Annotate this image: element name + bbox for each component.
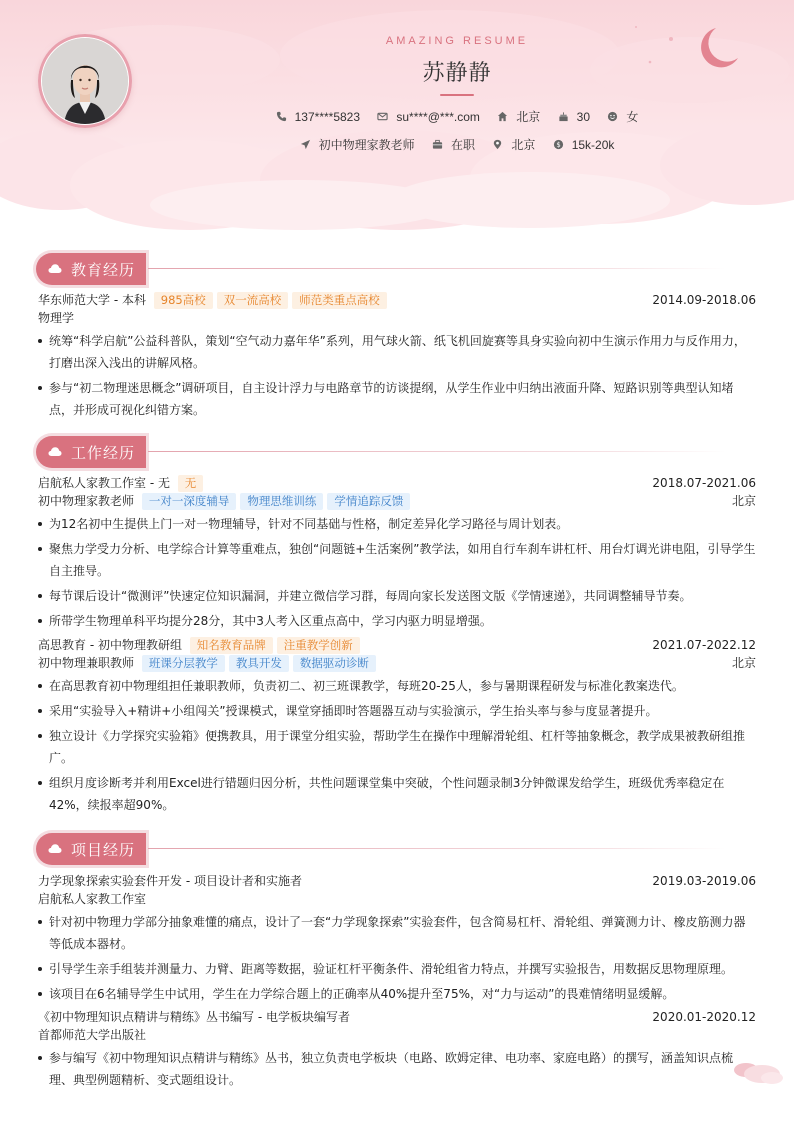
role-tag: 一对一深度辅导 [142, 493, 237, 510]
entry-header [38, 872, 756, 890]
cloud-icon [48, 843, 62, 854]
bullet-item: 独立设计《力学探究实验箱》便携教具，用于课堂分组实验，帮助学生在操作中理解滑轮组、杠杆等抽象概念，教学成果被教研组推广。 [38, 725, 756, 769]
bullet-item: 每节课后设计“微测评”快速定位知识漏洞，并建立微信学习群，每周向家长发送图文版《学情速递》，共同调整辅导节奏。 [38, 585, 756, 607]
role-name: 初中物理家教老师 [38, 494, 135, 508]
section-divider [148, 268, 726, 269]
bullet-item: 针对初中物理力学部分抽象难懂的痛点，设计了一套“力学现象探索”实验套件，包含简易杠杆、滑轮组、弹簧测力计、橡皮筋测力器等低成本器材。 [38, 911, 756, 955]
entry-header [38, 636, 756, 654]
status-value: 在职 [450, 138, 475, 152]
bullet-list [38, 1047, 756, 1091]
entry-header [38, 291, 756, 309]
resume-tagline: AMAZING RESUME [385, 35, 529, 47]
education-entry [38, 291, 756, 421]
bullet-item: 所带学生物理单科平均提分28分，其中3人考入区重点高中，学习内驱力明显增强。 [38, 610, 756, 632]
bullet-list [38, 513, 756, 632]
role-line [38, 492, 756, 510]
section-label: 工作经历 [71, 444, 136, 462]
role-tag: 班课分层教学 [142, 655, 225, 672]
section-pill [36, 253, 146, 285]
role-name: 初中物理兼职教师 [38, 656, 135, 670]
city-item [497, 108, 540, 125]
bullet-item: 组织月度诊断考并利用Excel进行错题归因分析，共性问题课堂集中突破，个性问题录制3分钟微课发给学生，班级优秀率稳定在42%，续报率超90%。 [38, 772, 756, 816]
role-line [38, 654, 756, 672]
send-icon [300, 139, 311, 150]
entry-date: 2020.01-2020.12 [652, 1010, 756, 1024]
cloud-icon [48, 263, 62, 274]
contact-row [0, 108, 794, 125]
bullet-list [38, 911, 756, 1005]
salary-item [553, 138, 615, 152]
school-name: 华东师范大学 - 本科 [38, 293, 146, 307]
org-line [38, 890, 756, 908]
mail-icon [377, 111, 388, 122]
work-entry [38, 474, 756, 632]
svg-text:$: $ [556, 140, 561, 149]
bullet-item: 参与编写《初中物理知识点精讲与精练》丛书，独立负责电学板块（电路、欧姆定律、电功率、家庭电路）的撰写，涵盖知识点梳理、典型例题精析、变式题组设计。 [38, 1047, 756, 1091]
company-tag: 知名教育品牌 [190, 637, 273, 654]
work-entry [38, 636, 756, 816]
gender-item [607, 108, 638, 125]
bullet-list [38, 330, 756, 421]
role-tag: 数据驱动诊断 [293, 655, 376, 672]
role-tag: 学情追踪反馈 [327, 493, 410, 510]
bullet-item: 统筹“科学启航”公益科普队，策划“空气动力嘉年华”系列，用气球火箭、纸飞机回旋赛等具身实验向初中生演示作用力与反作用力，打磨出深入浅出的讲解风格。 [38, 330, 756, 374]
project-org: 启航私人家教工作室 [38, 892, 147, 906]
entry-header [38, 1008, 756, 1026]
bullet-item: 参与“初二物理迷思概念”调研项目，自主设计浮力与电路章节的访谈提纲，从学生作业中归纳出液面升降、短路识别等典型认知堵点，并形成可视化纠错方案。 [38, 377, 756, 421]
section-pill [36, 436, 146, 468]
decorative-cloud-icon [728, 1058, 784, 1086]
phone-item [276, 110, 360, 124]
bullet-item: 为12名初中生提供上门一对一物理辅导，针对不同基础与性格，制定差异化学习路径与周计划表。 [38, 513, 756, 535]
target-city-item [492, 136, 535, 153]
company-name: 高思教育 - 初中物理教研组 [38, 638, 182, 652]
gender-value: 女 [626, 110, 639, 124]
entry-location: 北京 [731, 494, 756, 508]
phone-icon [276, 111, 287, 122]
bullet-item: 采用“实验导入+精讲+小组闯关”授课模式，课堂穿插即时答题器互动与实验演示，学生抬头率与参与度显著提升。 [38, 700, 756, 722]
email-item [377, 110, 480, 124]
salary-value: 15k-20k [571, 137, 615, 152]
section-divider [148, 451, 726, 452]
location-pin-icon [492, 139, 503, 150]
section-divider [148, 848, 726, 849]
entry-date: 2019.03-2019.06 [652, 874, 756, 888]
entry-location: 北京 [731, 656, 756, 670]
major-line [38, 309, 756, 327]
school-tag: 985高校 [154, 292, 213, 309]
phone-value: 137****5823 [294, 109, 361, 124]
cake-icon [558, 111, 569, 122]
project-entry [38, 1008, 756, 1091]
city-value: 北京 [516, 110, 541, 124]
section-pill [36, 833, 146, 865]
project-name: 《初中物理知识点精讲与精练》丛书编写 - 电学板块编写者 [38, 1010, 350, 1024]
project-org: 首都师范大学出版社 [38, 1028, 147, 1042]
home-icon [497, 111, 508, 122]
email-value: su****@***.com [396, 109, 480, 124]
age-value: 30 [576, 109, 590, 124]
target-role-item [300, 136, 415, 153]
name-underline [440, 94, 474, 96]
age-item [558, 110, 590, 124]
project-entry [38, 872, 756, 1005]
bullet-list [38, 675, 756, 816]
bullet-item: 引导学生亲手组装并测量力、力臂、距离等数据，验证杠杆平衡条件、滑轮组省力特点，并撰写实验报告，用数据反思物理原理。 [38, 958, 756, 980]
school-tag: 师范类重点高校 [292, 292, 387, 309]
status-item [432, 136, 475, 153]
target-role-value: 初中物理家教老师 [318, 138, 415, 152]
bullet-item: 该项目在6名辅导学生中试用，学生在力学综合题上的正确率从40%提升至75%，对“力与运动”的畏难情绪明显缓解。 [38, 983, 756, 1005]
bullet-item: 聚焦力学受力分析、电学综合计算等重难点，独创“问题链+生活案例”教学法，如用自行车刹车讲杠杆、用台灯调光讲电阻，引导学生自主推导。 [38, 538, 756, 582]
company-tag: 注重教学创新 [277, 637, 360, 654]
smile-icon [607, 111, 618, 122]
cloud-icon [48, 446, 62, 457]
org-line [38, 1026, 756, 1044]
resume-header [0, 0, 794, 240]
company-tag: 无 [178, 475, 204, 492]
intent-row [0, 136, 794, 153]
school-tag: 双一流高校 [217, 292, 289, 309]
role-tag: 教具开发 [229, 655, 289, 672]
bullet-item: 在高思教育初中物理组担任兼职教师，负责初二、初三班课教学，每班20-25人，参与暑期课程研发与标准化教案迭代。 [38, 675, 756, 697]
section-label: 项目经历 [71, 841, 136, 859]
entry-date: 2018.07-2021.06 [652, 476, 756, 490]
major: 物理学 [38, 311, 75, 325]
project-name: 力学现象探索实验套件开发 - 项目设计者和实施者 [38, 874, 302, 888]
entry-date: 2021.07-2022.12 [652, 638, 756, 652]
section-label: 教育经历 [71, 261, 136, 279]
candidate-name: 苏静静 [422, 61, 492, 86]
role-tag: 物理思维训练 [240, 493, 323, 510]
entry-header [38, 474, 756, 492]
target-city-value: 北京 [511, 138, 536, 152]
company-name: 启航私人家教工作室 - 无 [38, 476, 170, 490]
entry-date: 2014.09-2018.06 [652, 293, 756, 307]
briefcase-icon [432, 139, 443, 150]
money-icon [553, 139, 564, 150]
